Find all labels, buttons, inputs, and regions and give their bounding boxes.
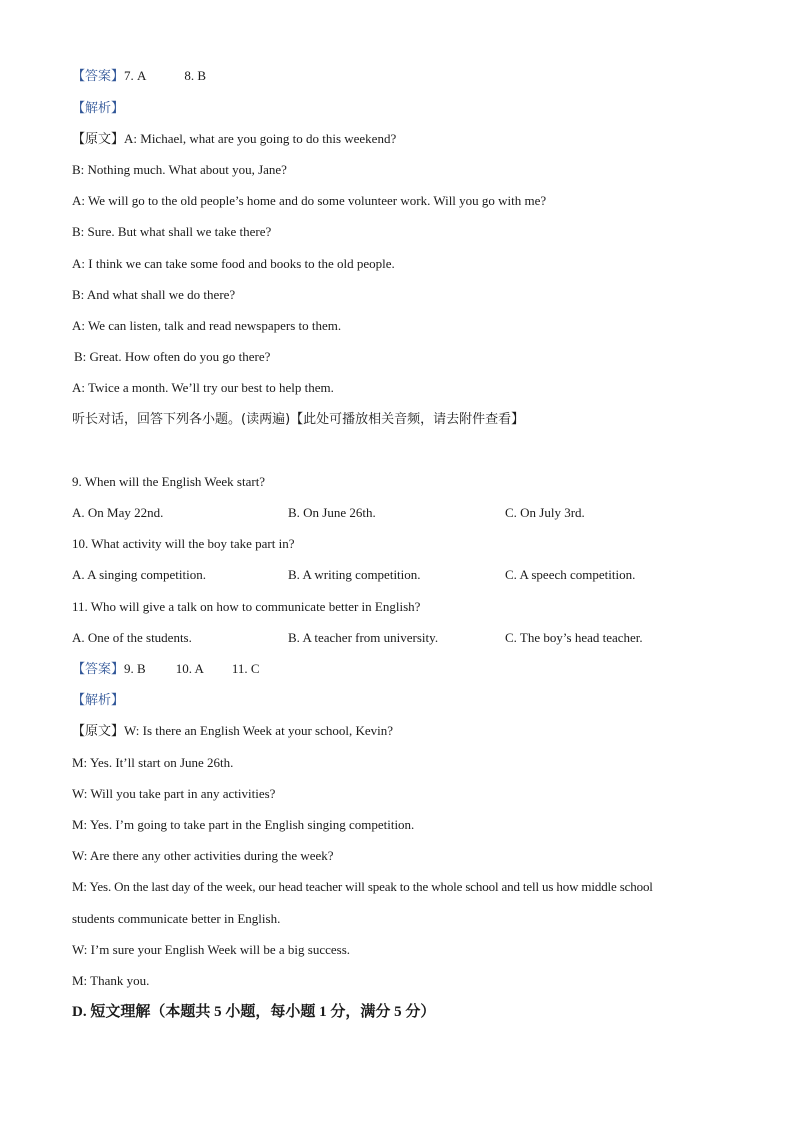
transcript-line-2-5: M: Yes. On the last day of the week, our head teacher will speak to the whole school and tell us how middle school <box>72 879 653 894</box>
transcript-line-2-2: W: Will you take part in any activities? <box>72 786 276 801</box>
transcript-line-2-6: students communicate better in English. <box>72 911 281 926</box>
question-9-option-b: B. On June 26th. <box>288 505 376 520</box>
question-9-option-a: A. On May 22nd. <box>72 505 164 520</box>
question-11-option-b: B. A teacher from university. <box>288 630 439 645</box>
question-11: 11. Who will give a talk on how to communicate better in English? <box>72 599 421 614</box>
transcript-line-1-8: A: Twice a month. We’ll try our best to help them. <box>72 380 334 395</box>
answer-9: 9. B <box>124 661 146 676</box>
transcript-label: 【原文】 <box>72 132 125 147</box>
transcript-line-1-5: B: And what shall we do there? <box>72 287 236 302</box>
analysis-label-2: 【解析】 <box>72 693 125 708</box>
analysis-label: 【解析】 <box>72 101 125 116</box>
transcript-line-2-0 <box>72 723 393 740</box>
analysis-line-2 <box>72 692 124 709</box>
analysis-line-1 <box>72 100 124 117</box>
question-11-option-a: A. One of the students. <box>72 630 192 645</box>
answer-10: 10. A <box>175 661 204 676</box>
transcript-line-1-2: A: We will go to the old people’s home and do some volunteer work. Will you go with me? <box>72 193 547 208</box>
transcript-line-2-1: M: Yes. It’ll start on June 26th. <box>72 755 234 770</box>
answer-8: 8. B <box>184 68 207 83</box>
question-10-option-a: A. A singing competition. <box>72 567 206 582</box>
answer-line-1 <box>72 68 206 85</box>
transcript-line-1-1: B: Nothing much. What about you, Jane? <box>72 162 287 177</box>
question-9: 9. When will the English Week start? <box>72 474 266 489</box>
section-d-heading-text: D. 短文理解（本题共 5 小题，每小题 1 分，满分 5 分） <box>72 1004 436 1020</box>
transcript-text: A: Michael, what are you going to do this weekend? <box>124 131 397 146</box>
transcript-line-1-3: B: Sure. But what shall we take there? <box>72 224 272 239</box>
transcript-line-1-4: A: I think we can take some food and books to the old people. <box>72 256 395 271</box>
transcript-line-2-7: W: I’m sure your English Week will be a big success. <box>72 942 351 957</box>
transcript-line-1-7: B: Great. How often do you go there? <box>74 349 271 364</box>
section-d-heading <box>72 1003 435 1021</box>
listening-instruction: 听长对话，回答下列各小题。(读两遍)【此处可播放相关音频，请去附件查看】 <box>72 412 525 427</box>
question-10-option-c: C. A speech competition. <box>505 567 636 582</box>
answer-7: 7. A <box>124 68 147 83</box>
transcript-line-2-8: M: Thank you. <box>72 973 150 988</box>
answer-label: 【答案】 <box>72 69 125 84</box>
transcript-line-1-0 <box>72 131 396 148</box>
answer-label-2: 【答案】 <box>72 662 125 677</box>
answer-11: 11. C <box>231 661 260 676</box>
question-9-option-c: C. On July 3rd. <box>505 505 585 520</box>
question-10: 10. What activity will the boy take part in? <box>72 536 295 551</box>
transcript-label-2: 【原文】 <box>72 724 125 739</box>
transcript-line-2-4: W: Are there any other activities during the week? <box>72 848 334 863</box>
transcript-line-1-6: A: We can listen, talk and read newspapers to them. <box>72 318 342 333</box>
transcript-text-2: W: Is there an English Week at your school, Kevin? <box>124 723 394 738</box>
question-10-option-b: B. A writing competition. <box>288 567 421 582</box>
question-11-option-c: C. The boy’s head teacher. <box>505 630 643 645</box>
answer-line-2 <box>72 661 260 678</box>
transcript-line-2-3: M: Yes. I’m going to take part in the English singing competition. <box>72 817 415 832</box>
